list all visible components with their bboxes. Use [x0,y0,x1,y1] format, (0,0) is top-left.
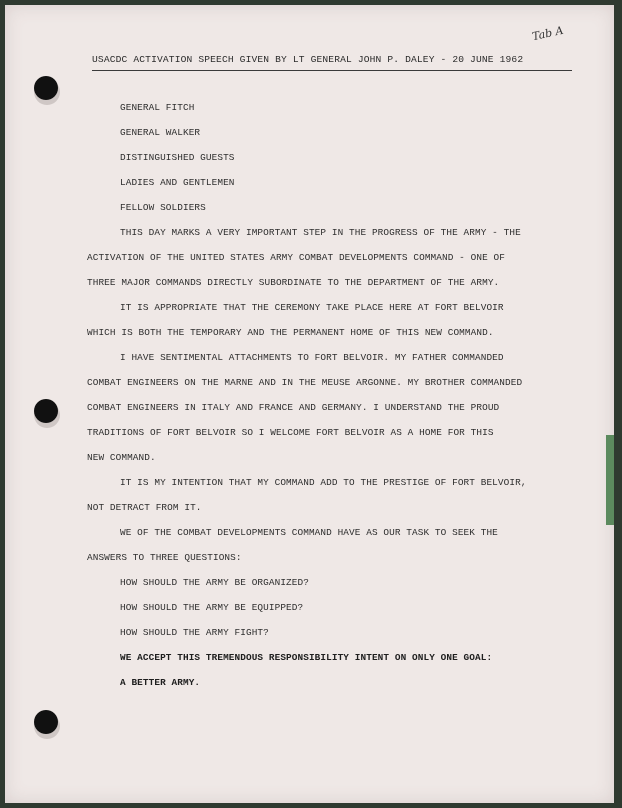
body-line: TRADITIONS OF FORT BELVOIR SO I WELCOME FORT BELVOIR AS A HOME FOR THIS [87,427,494,438]
background-strip [606,435,614,525]
salutation-line: LADIES AND GENTLEMEN [120,177,235,188]
punch-hole [34,399,58,423]
body-line: NOT DETRACT FROM IT. [87,502,202,513]
question-line: HOW SHOULD THE ARMY BE EQUIPPED? [120,602,304,613]
body-line: ACTIVATION OF THE UNITED STATES ARMY COMBAT DEVELOPMENTS COMMAND - ONE OF [87,252,505,263]
salutation-line: DISTINGUISHED GUESTS [120,152,235,163]
body-line: COMBAT ENGINEERS ON THE MARNE AND IN THE MEUSE ARGONNE. MY BROTHER COMMANDED [87,377,523,388]
body-line: THIS DAY MARKS A VERY IMPORTANT STEP IN THE PROGRESS OF THE ARMY - THE [120,227,521,238]
handwritten-tab-note: Tab A [530,23,565,44]
question-line: HOW SHOULD THE ARMY FIGHT? [120,627,269,638]
document-page [5,5,614,803]
body-line: ANSWERS TO THREE QUESTIONS: [87,552,242,563]
closing-line: WE ACCEPT THIS TREMENDOUS RESPONSIBILITY INTENT ON ONLY ONE GOAL: [120,652,493,663]
body-line: IT IS APPROPRIATE THAT THE CEREMONY TAKE PLACE HERE AT FORT BELVOIR [120,302,504,313]
document-header: USACDC ACTIVATION SPEECH GIVEN BY LT GENERAL JOHN P. DALEY - 20 JUNE 1962 [92,54,572,71]
salutation-line: FELLOW SOLDIERS [120,202,206,213]
salutation-line: GENERAL FITCH [120,102,195,113]
body-line: IT IS MY INTENTION THAT MY COMMAND ADD TO THE PRESTIGE OF FORT BELVOIR, [120,477,527,488]
body-line: I HAVE SENTIMENTAL ATTACHMENTS TO FORT BELVOIR. MY FATHER COMMANDED [120,352,504,363]
body-line: COMBAT ENGINEERS IN ITALY AND FRANCE AND GERMANY. I UNDERSTAND THE PROUD [87,402,500,413]
punch-hole [34,76,58,100]
body-line: WE OF THE COMBAT DEVELOPMENTS COMMAND HAVE AS OUR TASK TO SEEK THE [120,527,498,538]
body-line: THREE MAJOR COMMANDS DIRECTLY SUBORDINATE TO THE DEPARTMENT OF THE ARMY. [87,277,500,288]
salutation-line: GENERAL WALKER [120,127,201,138]
closing-line: A BETTER ARMY. [120,677,201,688]
body-line: NEW COMMAND. [87,452,156,463]
body-line: WHICH IS BOTH THE TEMPORARY AND THE PERMANENT HOME OF THIS NEW COMMAND. [87,327,494,338]
punch-hole [34,710,58,734]
question-line: HOW SHOULD THE ARMY BE ORGANIZED? [120,577,309,588]
